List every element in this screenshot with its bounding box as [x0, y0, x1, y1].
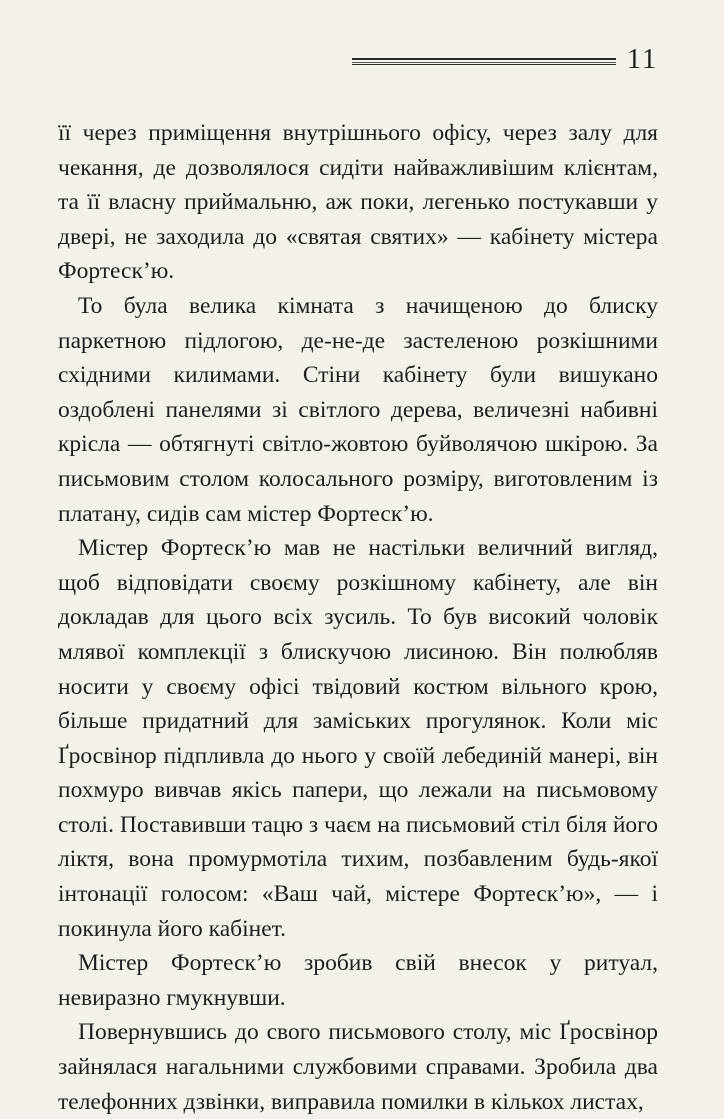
paragraph-3: Містер Фортеск’ю мав не настільки величний вигляд, щоб відповідати своєму розкішному кабінету, але він докладав для цього всіх зусиль. То був високий чоловік млявої комплекції з блискучою лисиною. Він полюбляв носити у своєму офісі твідовий костюм вільного крою, більше придатний для заміських прогулянок. Коли міс Ґросвінор підпливла до нього у своїй лебединій манері, він похмуро вивчав якісь папери, що лежали на письмовому столі. Поставивши тацю з чаєм на письмовий стіл біля його ліктя, вона промурмотіла тихим, позбавленим будь-якої інтонації голосом: «Ваш чай, містере Фортеск’ю», — і покинула його кабінет.: [58, 535, 658, 942]
paragraph-1: її через приміщення внутрішнього офісу, через залу для чекання, де дозволялося сидіти найважливішим клієнтам, та її власну приймальню, аж поки, легенько постукавши у двері, не заходила до «святая святих» — кабінету містера Фортеск’ю.: [58, 120, 658, 285]
paragraph-5: Повернувшись до свого письмового столу, міс Ґросвінор зайнялася нагальними службовими справами. Зробила два телефонних дзвінки, виправила помилки в кількох листах,: [58, 1019, 658, 1115]
paragraph-4: Містер Фортеск’ю зробив свій внесок у ритуал, невиразно гмукнувши.: [58, 950, 658, 1011]
paragraph-2: То була велика кімната з начищеною до блиску паркетною підлогою, де-не-де застеленою розкішними східними килимами. Стіни кабінету були вишукано оздоблені панелями зі світлого дерева, величезні набивні крісла — обтягнуті світло-жовтою буйволячою шкірою. За письмовим столом колосального розміру, виготовленим із платану, сидів сам містер Фортеск’ю.: [58, 292, 658, 527]
running-header: [352, 44, 658, 78]
body-text: [58, 116, 658, 1119]
header-rule: [352, 58, 616, 65]
page-number: 11: [627, 44, 658, 75]
